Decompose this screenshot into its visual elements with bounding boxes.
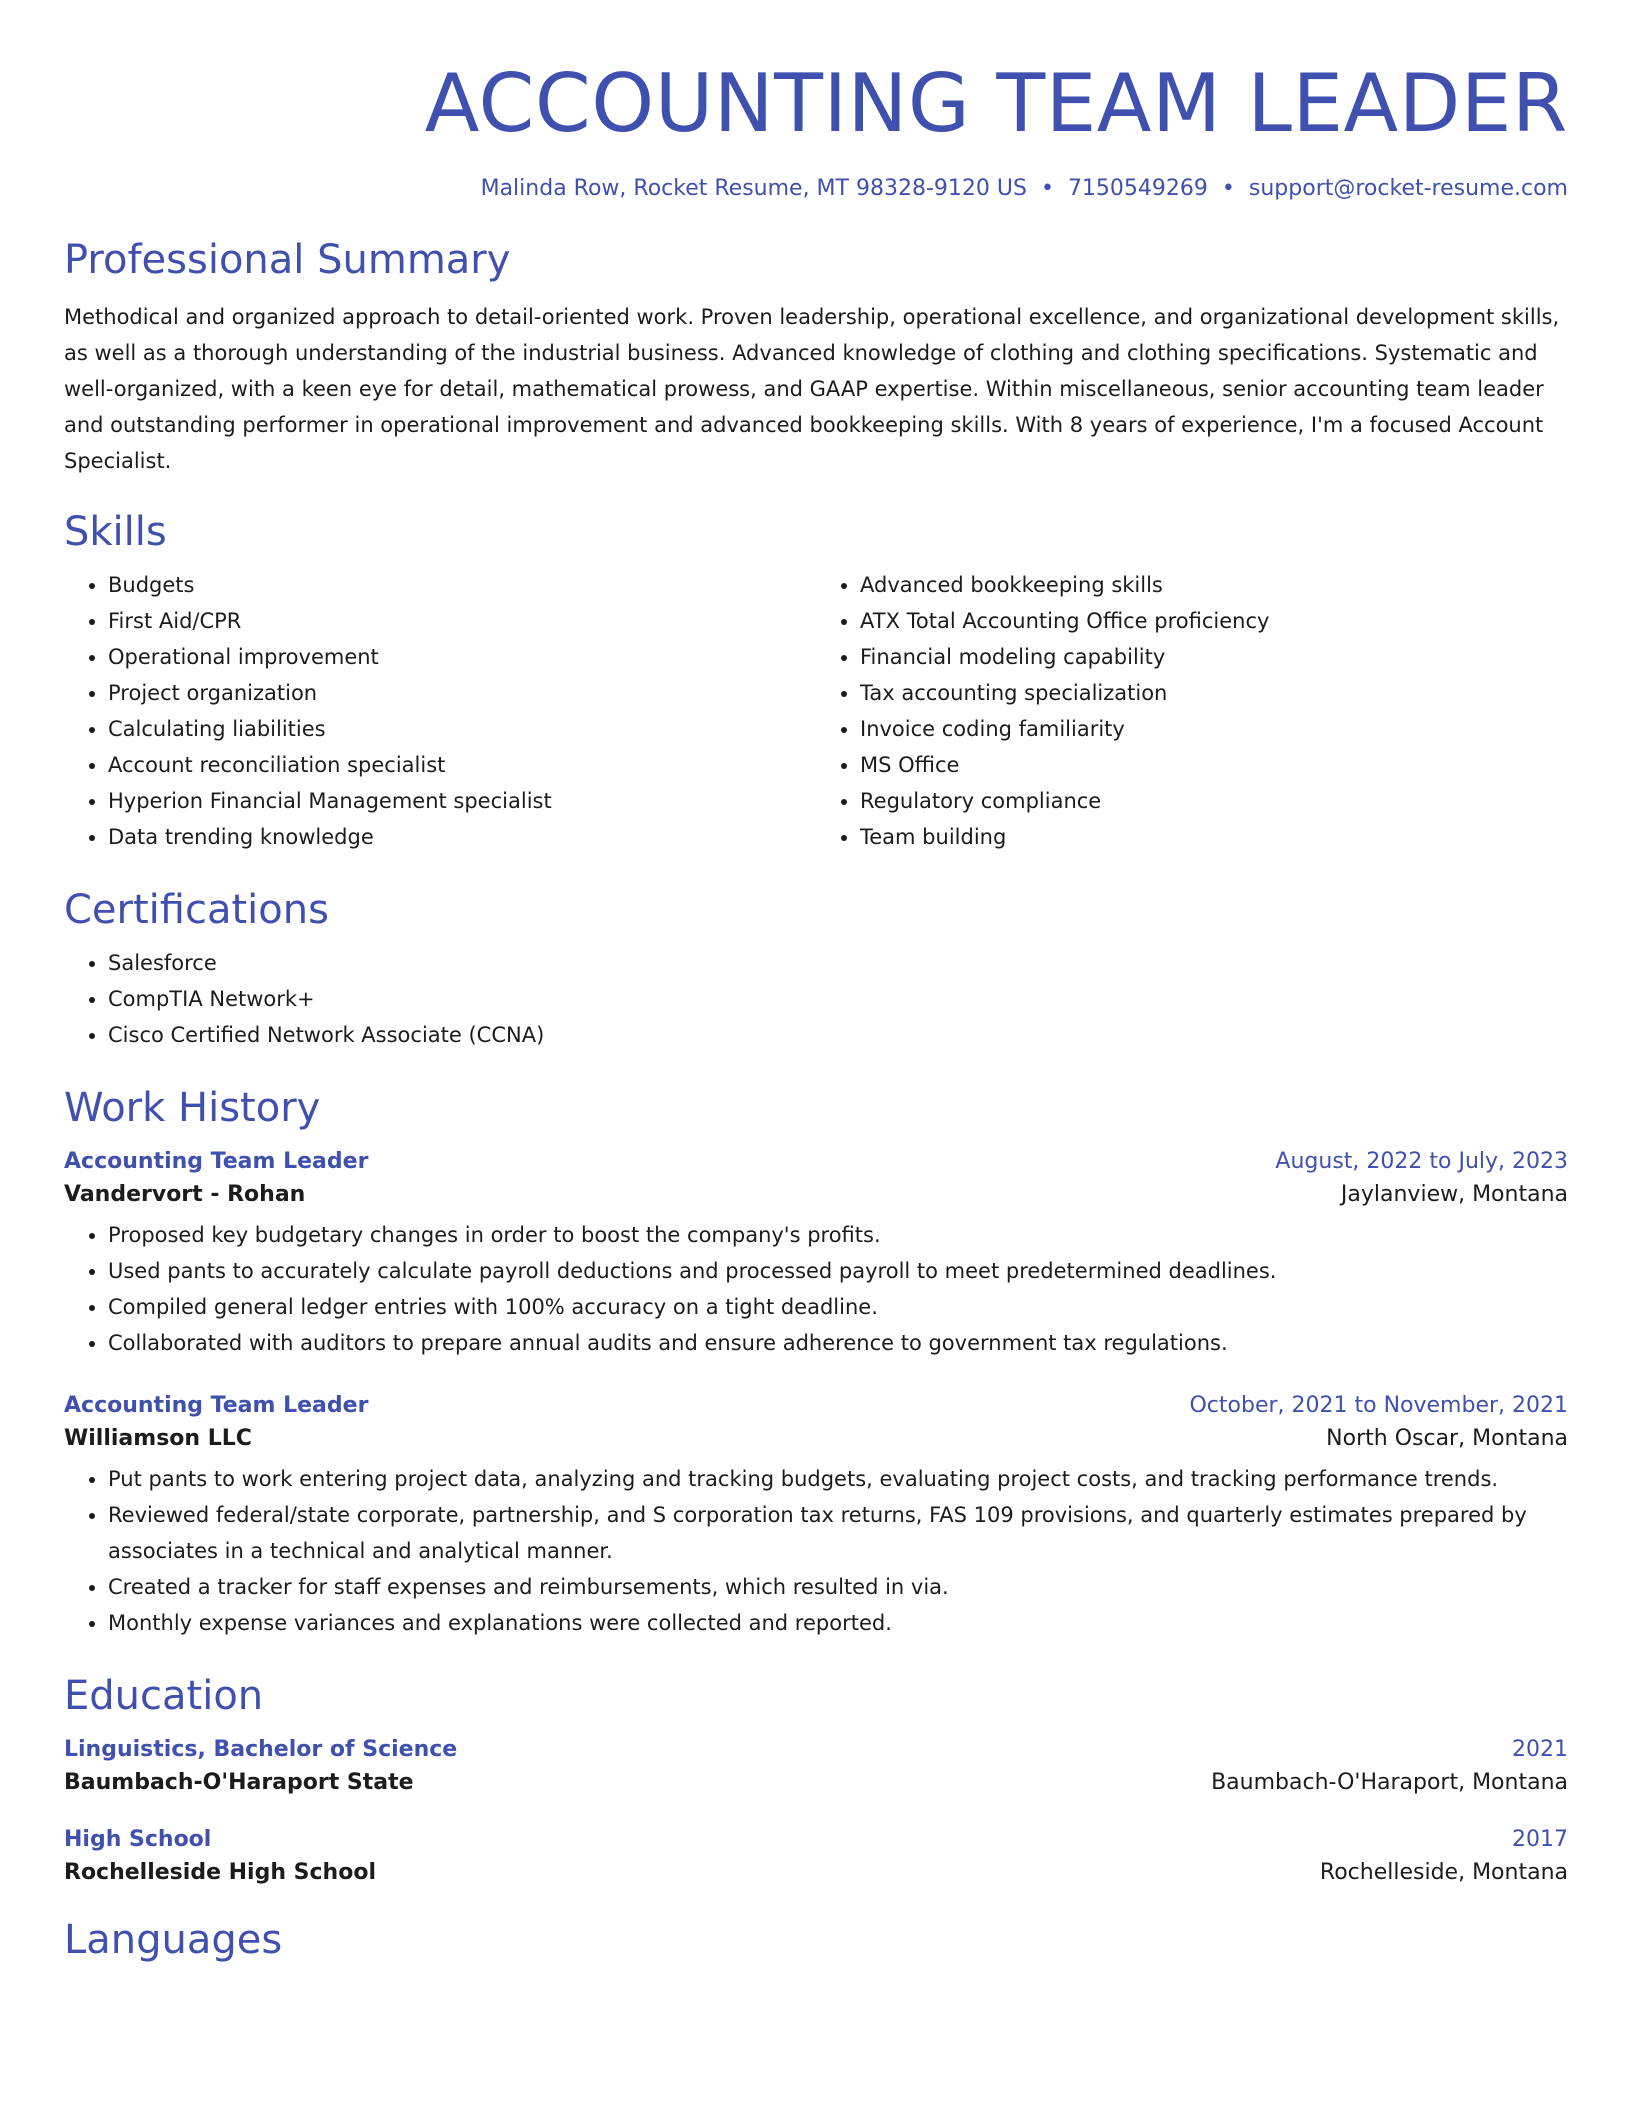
certification-item: • Salesforce <box>108 945 1568 981</box>
job-location: Jaylanview, Montana <box>1340 1182 1568 1207</box>
job-bullets <box>64 1461 1568 1641</box>
education-location: Rochelleside, Montana <box>1319 1860 1568 1885</box>
skill-item: • Tax accounting specialization <box>860 675 1568 711</box>
summary-section <box>64 235 1568 479</box>
job-dates: October, 2021 to November, 2021 <box>1189 1393 1568 1418</box>
skill-item: • Hyperion Financial Management specialist <box>108 783 816 819</box>
education-entry <box>64 1737 1568 1795</box>
job-bullet: • Monthly expense variances and explanations were collected and reported. <box>108 1605 1568 1641</box>
certifications-heading: Certifications <box>64 887 329 933</box>
education-school-row <box>64 1770 1568 1795</box>
skill-item: • Invoice coding familiarity <box>860 711 1568 747</box>
education-year: 2017 <box>1512 1827 1568 1852</box>
job-bullet: • Collaborated with auditors to prepare annual audits and ensure adherence to government tax regulations. <box>108 1325 1568 1361</box>
skills-section <box>64 507 1568 855</box>
skills-list-left <box>64 567 816 855</box>
job-header-row <box>64 1149 1568 1174</box>
education-location: Baumbach-O'Haraport, Montana <box>1211 1770 1568 1795</box>
candidate-title: ACCOUNTING TEAM LEADER <box>424 57 1568 150</box>
skill-item: • First Aid/CPR <box>108 603 816 639</box>
job-bullet: • Used pants to accurately calculate payroll deductions and processed payroll to meet predetermined deadlines. <box>108 1253 1568 1289</box>
education-entry <box>64 1827 1568 1885</box>
contact-address: Malinda Row, Rocket Resume, MT 98328-9120 US <box>480 176 1027 201</box>
skill-item: • Advanced bookkeeping skills <box>860 567 1568 603</box>
education-degree: Linguistics, Bachelor of Science <box>64 1737 458 1762</box>
education-school: Baumbach-O'Haraport State <box>64 1770 414 1795</box>
job-dates: August, 2022 to July, 2023 <box>1275 1149 1568 1174</box>
skills-list-right <box>816 567 1568 855</box>
education-heading: Education <box>64 1673 264 1719</box>
job-title: Accounting Team Leader <box>64 1149 369 1174</box>
contact-phone: 7150549269 <box>1067 176 1208 201</box>
certification-item: • CompTIA Network+ <box>108 981 1568 1017</box>
education-header-row <box>64 1737 1568 1762</box>
skill-item: • Operational improvement <box>108 639 816 675</box>
job-company: Williamson LLC <box>64 1426 252 1451</box>
skills-heading: Skills <box>64 509 167 555</box>
skill-item: • Account reconciliation specialist <box>108 747 816 783</box>
education-degree: High School <box>64 1827 212 1852</box>
contact-email[interactable]: support@rocket-resume.com <box>1248 176 1568 201</box>
summary-text: Methodical and organized approach to detail-oriented work. Proven leadership, operational excellence, and organizational development skills, as well as a thorough understanding of the industrial business. Advanced knowledge of clothing and clothing specifications. Systematic and well-organized, with a keen eye for detail, mathematical prowess, and GAAP expertise. Within miscellaneous, senior accounting team leader and outstanding performer in operational improvement and advanced bookkeeping skills. With 8 years of experience, I'm a focused Account Specialist. <box>64 305 1560 473</box>
certifications-section <box>64 885 1568 1053</box>
certifications-list <box>64 945 1568 1053</box>
job-bullet: • Compiled general ledger entries with 100% accuracy on a tight deadline. <box>108 1289 1568 1325</box>
certification-item: • Cisco Certified Network Associate (CCNA) <box>108 1017 1568 1053</box>
job-bullet: • Created a tracker for staff expenses and reimbursements, which resulted in via. <box>108 1569 1568 1605</box>
job-bullet: • Put pants to work entering project data, analyzing and tracking budgets, evaluating project costs, and tracking performance trends. <box>108 1461 1568 1497</box>
education-section <box>64 1671 1568 1885</box>
job-company-row <box>64 1426 1568 1451</box>
work-history-section <box>64 1083 1568 1641</box>
skill-item: • Budgets <box>108 567 816 603</box>
work-history-heading: Work History <box>64 1085 321 1131</box>
languages-heading: Languages <box>64 1917 283 1963</box>
job-company: Vandervort - Rohan <box>64 1182 306 1207</box>
skill-item: • Regulatory compliance <box>860 783 1568 819</box>
job-title: Accounting Team Leader <box>64 1393 369 1418</box>
skill-item: • MS Office <box>860 747 1568 783</box>
job-entry <box>64 1149 1568 1361</box>
education-school: Rochelleside High School <box>64 1860 376 1885</box>
summary-heading: Professional Summary <box>64 237 511 283</box>
skill-item: • ATX Total Accounting Office proficiency <box>860 603 1568 639</box>
contact-separator: • <box>1040 176 1054 201</box>
education-year: 2021 <box>1512 1737 1568 1762</box>
education-school-row <box>64 1860 1568 1885</box>
job-bullet: • Reviewed federal/state corporate, partnership, and S corporation tax returns, FAS 109 provisions, and quarterly estimates prepared by associates in a technical and analytical manner. <box>108 1497 1568 1569</box>
job-company-row <box>64 1182 1568 1207</box>
skill-item: • Data trending knowledge <box>108 819 816 855</box>
skill-item: • Project organization <box>108 675 816 711</box>
job-entry <box>64 1393 1568 1641</box>
skill-item: • Financial modeling capability <box>860 639 1568 675</box>
job-location: North Oscar, Montana <box>1326 1426 1568 1451</box>
skill-item: • Calculating liabilities <box>108 711 816 747</box>
contact-line <box>64 176 1568 201</box>
languages-section <box>64 1915 1568 1965</box>
job-bullet: • Proposed key budgetary changes in order to boost the company's profits. <box>108 1217 1568 1253</box>
skill-item: • Team building <box>860 819 1568 855</box>
education-header-row <box>64 1827 1568 1852</box>
job-header-row <box>64 1393 1568 1418</box>
skills-grid <box>64 567 1568 855</box>
job-bullets <box>64 1217 1568 1361</box>
contact-separator: • <box>1221 176 1235 201</box>
